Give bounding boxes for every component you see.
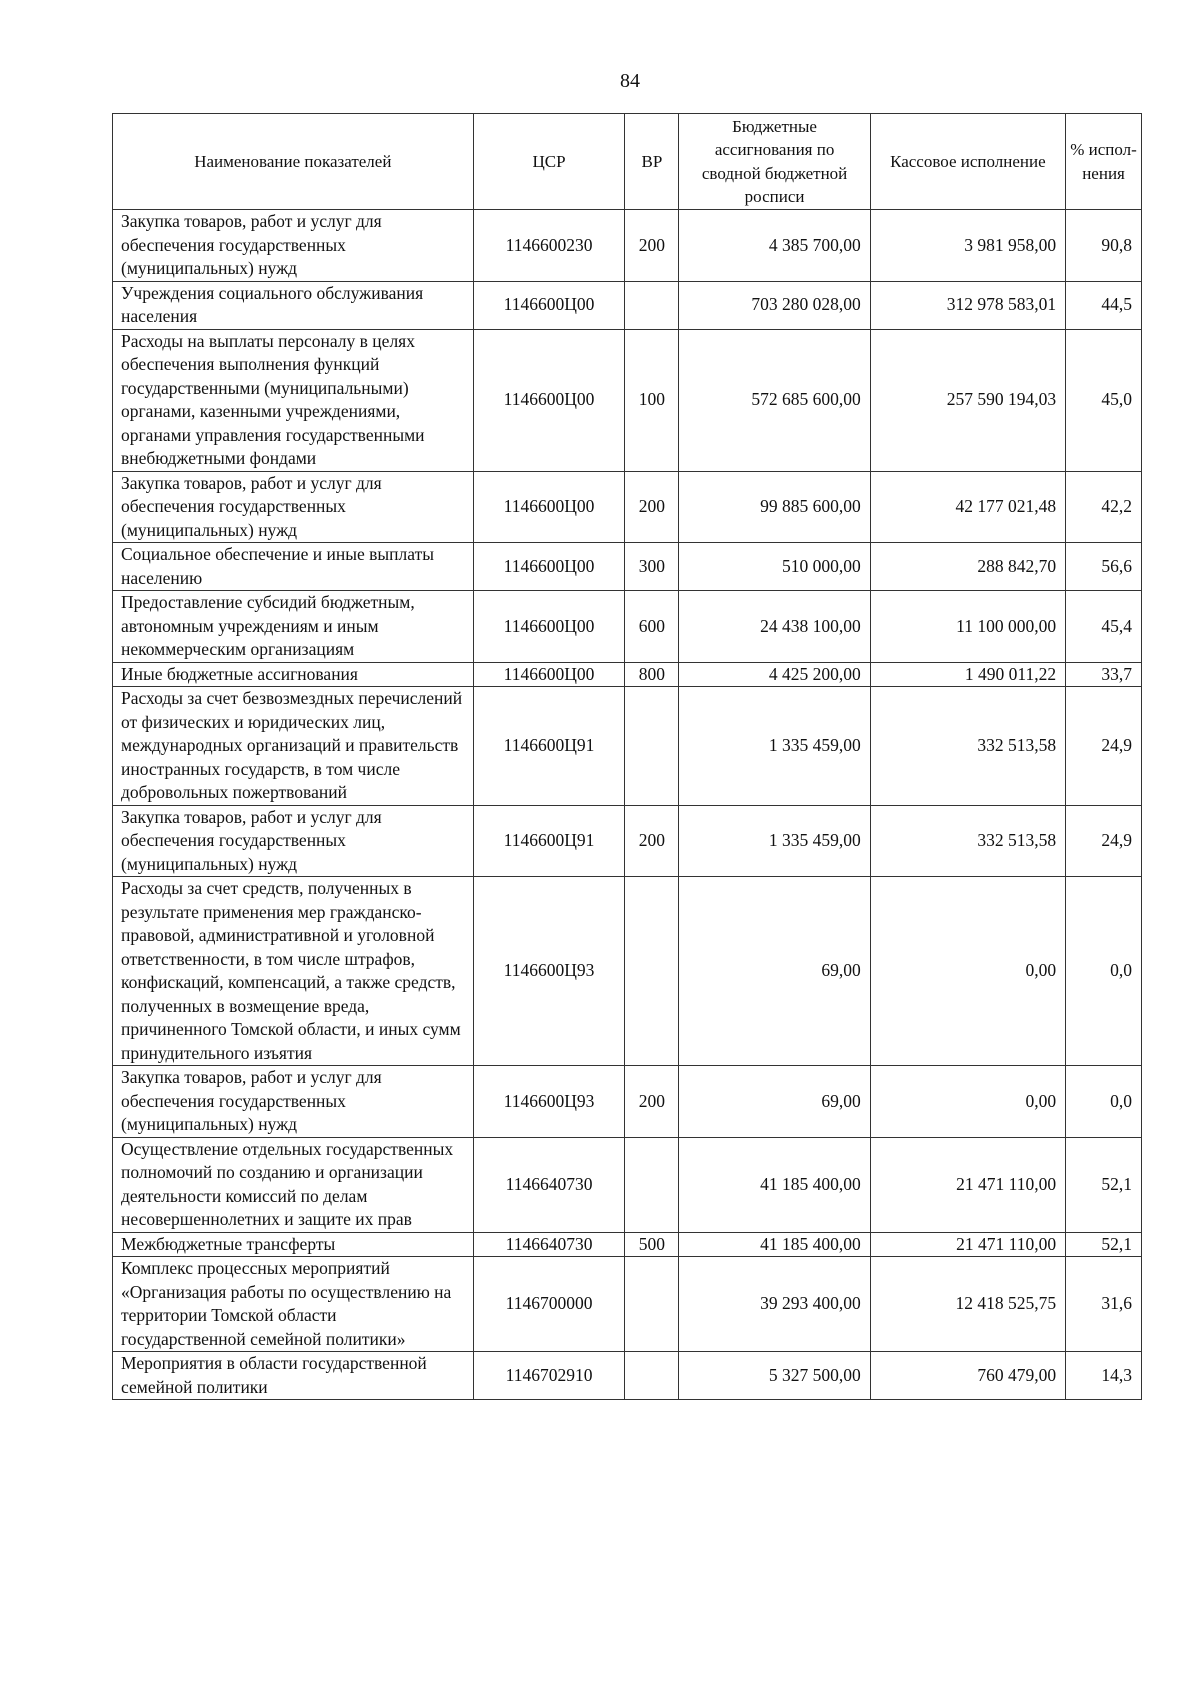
cell-budget: 4 385 700,00 <box>679 210 870 282</box>
cell-csr: 1146600Ц00 <box>473 543 625 591</box>
cell-vr: 200 <box>625 1066 679 1138</box>
header-cash: Кассовое исполнение <box>870 114 1065 210</box>
cell-vr: 300 <box>625 543 679 591</box>
cell-percent: 24,9 <box>1066 687 1142 806</box>
cell-csr: 1146600Ц93 <box>473 877 625 1066</box>
cell-vr: 500 <box>625 1232 679 1257</box>
page-number: 84 <box>620 70 640 92</box>
table-row <box>113 877 1142 1066</box>
budget-execution-table <box>112 113 1142 1400</box>
cell-cash: 0,00 <box>870 1066 1065 1138</box>
cell-name: Межбюджетные трансферты <box>113 1232 474 1257</box>
table-header-row <box>113 114 1142 210</box>
cell-name: Закупка товаров, работ и услуг для обеспечения государственных (муниципальных) нужд <box>113 1066 474 1138</box>
table-row <box>113 1352 1142 1400</box>
cell-csr: 1146702910 <box>473 1352 625 1400</box>
cell-budget: 572 685 600,00 <box>679 329 870 471</box>
cell-budget: 1 335 459,00 <box>679 687 870 806</box>
cell-budget: 1 335 459,00 <box>679 805 870 877</box>
cell-cash: 257 590 194,03 <box>870 329 1065 471</box>
table-row <box>113 329 1142 471</box>
cell-percent: 52,1 <box>1066 1137 1142 1232</box>
cell-percent: 0,0 <box>1066 1066 1142 1138</box>
cell-cash: 332 513,58 <box>870 805 1065 877</box>
cell-csr: 1146600Ц93 <box>473 1066 625 1138</box>
cell-name: Социальное обеспечение и иные выплаты населению <box>113 543 474 591</box>
cell-budget: 24 438 100,00 <box>679 591 870 663</box>
table-row <box>113 591 1142 663</box>
cell-cash: 332 513,58 <box>870 687 1065 806</box>
cell-vr: 100 <box>625 329 679 471</box>
cell-budget: 41 185 400,00 <box>679 1232 870 1257</box>
table-row <box>113 1066 1142 1138</box>
cell-csr: 1146600Ц00 <box>473 329 625 471</box>
cell-vr <box>625 1257 679 1352</box>
cell-cash: 760 479,00 <box>870 1352 1065 1400</box>
cell-name: Предоставление субсидий бюджетным, автономным учреждениям и иным некоммерческим организациям <box>113 591 474 663</box>
cell-vr: 200 <box>625 471 679 543</box>
cell-percent: 52,1 <box>1066 1232 1142 1257</box>
cell-percent: 56,6 <box>1066 543 1142 591</box>
table-row <box>113 281 1142 329</box>
cell-cash: 42 177 021,48 <box>870 471 1065 543</box>
table-row <box>113 687 1142 806</box>
cell-budget: 5 327 500,00 <box>679 1352 870 1400</box>
cell-vr <box>625 1352 679 1400</box>
cell-cash: 0,00 <box>870 877 1065 1066</box>
cell-percent: 0,0 <box>1066 877 1142 1066</box>
cell-cash: 1 490 011,22 <box>870 662 1065 687</box>
cell-budget: 99 885 600,00 <box>679 471 870 543</box>
header-percent: % испол-нения <box>1066 114 1142 210</box>
cell-name: Осуществление отдельных государственных полномочий по созданию и организации деятельности комиссий по делам несовершеннолетних и защите их прав <box>113 1137 474 1232</box>
cell-vr: 200 <box>625 210 679 282</box>
cell-cash: 3 981 958,00 <box>870 210 1065 282</box>
cell-vr <box>625 1137 679 1232</box>
header-vr: ВР <box>625 114 679 210</box>
cell-csr: 1146700000 <box>473 1257 625 1352</box>
cell-vr: 800 <box>625 662 679 687</box>
cell-vr <box>625 687 679 806</box>
cell-name: Закупка товаров, работ и услуг для обеспечения государственных (муниципальных) нужд <box>113 805 474 877</box>
cell-name: Мероприятия в области государственной семейной политики <box>113 1352 474 1400</box>
cell-budget: 41 185 400,00 <box>679 1137 870 1232</box>
header-name: Наименование показателей <box>113 114 474 210</box>
table-row <box>113 471 1142 543</box>
cell-percent: 90,8 <box>1066 210 1142 282</box>
cell-percent: 24,9 <box>1066 805 1142 877</box>
cell-csr: 1146600Ц91 <box>473 805 625 877</box>
cell-csr: 1146600Ц00 <box>473 662 625 687</box>
table-row <box>113 662 1142 687</box>
cell-budget: 69,00 <box>679 1066 870 1138</box>
cell-budget: 4 425 200,00 <box>679 662 870 687</box>
cell-cash: 12 418 525,75 <box>870 1257 1065 1352</box>
cell-name: Расходы за счет безвозмездных перечислений от физических и юридических лиц, международных организаций и правительств иностранных государств, в том числе добровольных пожертвований <box>113 687 474 806</box>
cell-csr: 1146640730 <box>473 1137 625 1232</box>
cell-csr: 1146600Ц00 <box>473 591 625 663</box>
cell-csr: 1146600Ц00 <box>473 281 625 329</box>
cell-name: Иные бюджетные ассигнования <box>113 662 474 687</box>
table-row <box>113 1257 1142 1352</box>
cell-csr: 1146600Ц91 <box>473 687 625 806</box>
cell-budget: 510 000,00 <box>679 543 870 591</box>
cell-budget: 39 293 400,00 <box>679 1257 870 1352</box>
cell-vr: 200 <box>625 805 679 877</box>
cell-name: Учреждения социального обслуживания населения <box>113 281 474 329</box>
table-body <box>113 210 1142 1400</box>
cell-cash: 11 100 000,00 <box>870 591 1065 663</box>
table-row <box>113 1137 1142 1232</box>
cell-budget: 69,00 <box>679 877 870 1066</box>
cell-cash: 288 842,70 <box>870 543 1065 591</box>
cell-cash: 21 471 110,00 <box>870 1137 1065 1232</box>
cell-csr: 1146600Ц00 <box>473 471 625 543</box>
cell-name: Комплекс процессных мероприятий «Организация работы по осуществлению на территории Томской области государственной семейной политики» <box>113 1257 474 1352</box>
header-budget: Бюджетные ассигнования по сводной бюджетной росписи <box>679 114 870 210</box>
cell-cash: 21 471 110,00 <box>870 1232 1065 1257</box>
cell-csr: 1146640730 <box>473 1232 625 1257</box>
cell-percent: 31,6 <box>1066 1257 1142 1352</box>
cell-csr: 1146600230 <box>473 210 625 282</box>
table-row <box>113 210 1142 282</box>
cell-cash: 312 978 583,01 <box>870 281 1065 329</box>
cell-name: Расходы на выплаты персоналу в целях обеспечения выполнения функций государственными (муниципальными) органами, казенными учреждениями, органами управления государственными внебюджетными фондами <box>113 329 474 471</box>
cell-name: Закупка товаров, работ и услуг для обеспечения государственных (муниципальных) нужд <box>113 210 474 282</box>
cell-name: Закупка товаров, работ и услуг для обеспечения государственных (муниципальных) нужд <box>113 471 474 543</box>
cell-percent: 14,3 <box>1066 1352 1142 1400</box>
cell-percent: 45,4 <box>1066 591 1142 663</box>
cell-vr <box>625 877 679 1066</box>
table-row <box>113 805 1142 877</box>
cell-percent: 42,2 <box>1066 471 1142 543</box>
table-row <box>113 543 1142 591</box>
cell-budget: 703 280 028,00 <box>679 281 870 329</box>
header-csr: ЦСР <box>473 114 625 210</box>
cell-name: Расходы за счет средств, полученных в результате применения мер гражданско-правовой, административной и уголовной ответственности, в том числе штрафов, конфискаций, компенсаций, а также средств, полученных в возмещение вреда, причиненного Томской области, и иных сумм принудительного изъятия <box>113 877 474 1066</box>
table-row <box>113 1232 1142 1257</box>
cell-vr <box>625 281 679 329</box>
cell-vr: 600 <box>625 591 679 663</box>
cell-percent: 33,7 <box>1066 662 1142 687</box>
cell-percent: 44,5 <box>1066 281 1142 329</box>
cell-percent: 45,0 <box>1066 329 1142 471</box>
